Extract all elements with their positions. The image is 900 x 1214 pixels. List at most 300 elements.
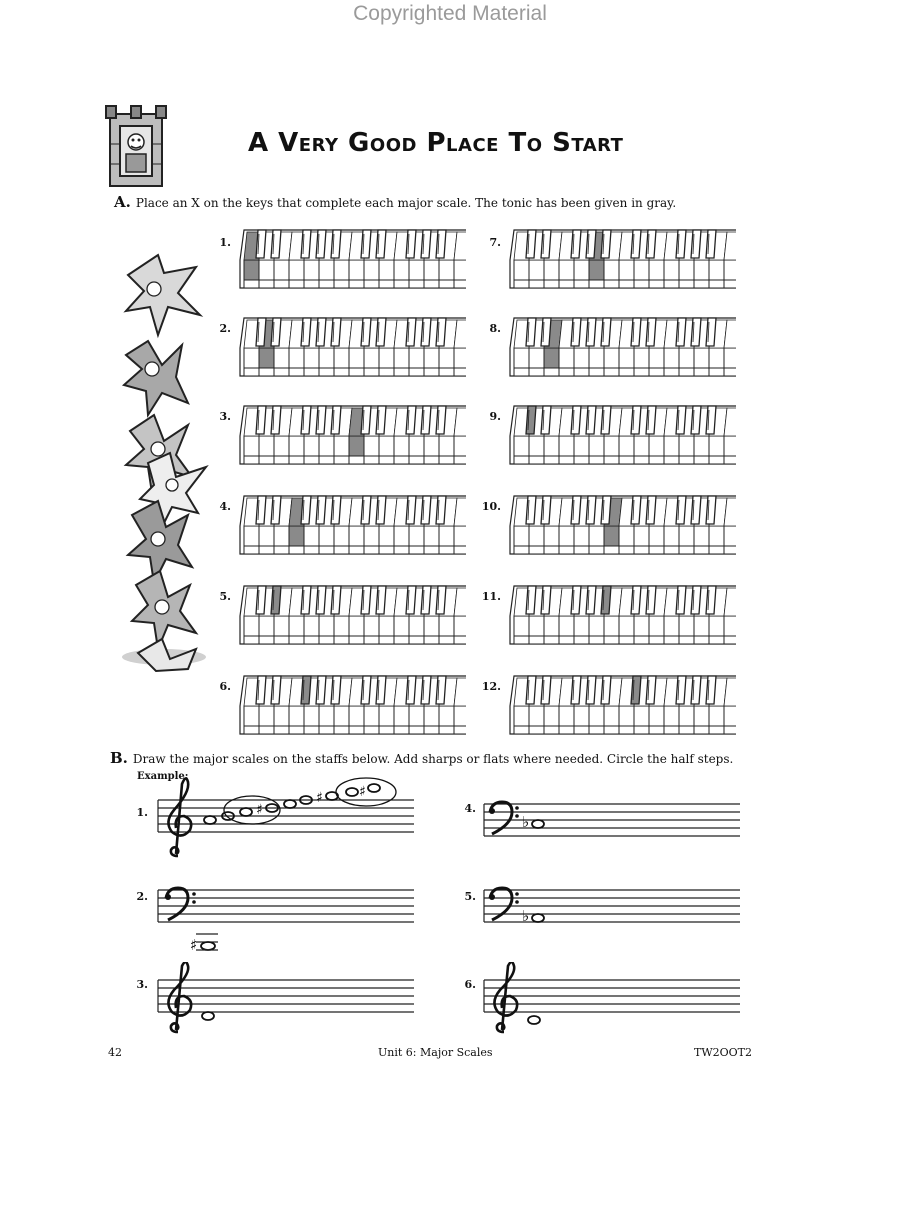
black-key [361,406,371,434]
black-key [526,318,536,346]
black-key [676,230,686,258]
keyboard-label-2: 2. [219,322,231,335]
black-key [571,318,581,346]
staff-3[interactable] [156,962,416,1034]
black-key [646,676,656,704]
white-key-front [664,726,679,734]
black-key [316,676,326,704]
white-key-front [619,456,634,464]
white-key-front [634,368,649,376]
black-key [376,230,386,258]
white-key-front [709,368,724,376]
white-key-front [454,726,466,734]
black-key [526,406,536,434]
white-key-front [244,726,259,734]
black-key [646,586,656,614]
black-key [256,586,266,614]
white-key-front [364,368,379,376]
black-key [376,676,386,704]
black-key [271,406,281,434]
white-key-front [574,280,589,288]
white-key-front [604,726,619,734]
white-key-front [454,368,466,376]
black-key [691,406,701,434]
white-key-front [379,368,394,376]
white-key-front [454,456,466,464]
black-key [601,406,611,434]
keyboard-12[interactable] [508,672,736,738]
black-key [376,496,386,524]
black-key [601,230,611,258]
white-key-front [349,546,364,554]
keyboard-9[interactable] [508,402,736,468]
white-key-front [529,368,544,376]
black-key [316,496,326,524]
white-key-front [274,280,289,288]
black-key [406,586,416,614]
white-key-front [409,456,424,464]
black-key [436,406,446,434]
staff-5[interactable] [482,878,742,938]
black-key [421,586,431,614]
white-key-front [274,456,289,464]
black-key [571,586,581,614]
black-key [256,406,266,434]
white-key-front [649,726,664,734]
keyboard-6[interactable] [238,672,466,738]
black-key [646,406,656,434]
black-key [706,586,716,614]
x-tower-illustration [118,245,210,675]
white-key-front [334,280,349,288]
white-key-front [259,456,274,464]
black-key [541,676,551,704]
black-key [586,406,596,434]
white-key-front [634,280,649,288]
white-key-front [304,636,319,644]
black-key [601,586,611,614]
white-key-front [379,546,394,554]
black-key [436,496,446,524]
white-key-front [694,456,709,464]
black-key [706,318,716,346]
white-key-front [634,546,649,554]
keyboard-label-12: 12. [481,680,501,693]
white-key-front [259,280,274,288]
keyboard-11[interactable] [508,582,736,648]
black-key [301,230,311,258]
black-key [586,496,596,524]
white-key-front [574,546,589,554]
black-key [376,318,386,346]
white-key-front [439,546,454,554]
black-key [646,318,656,346]
black-key [586,318,596,346]
staff-1[interactable] [156,770,416,866]
white-key-front [559,726,574,734]
white-key-front [589,280,604,288]
sharp-icon: ♯ [359,784,366,800]
white-key-front [679,546,694,554]
white-key-front [424,280,439,288]
sharp-icon: ♯ [316,790,323,806]
black-key [631,318,641,346]
keyboard-4[interactable] [238,492,466,558]
black-key [571,676,581,704]
white-key-front [409,726,424,734]
white-key-front [679,456,694,464]
black-key [361,496,371,524]
black-key [676,318,686,346]
staff-label-4: 4. [464,802,476,815]
white-key-front [439,368,454,376]
white-key-front [259,368,274,376]
staff-label-6: 6. [464,978,476,991]
black-key [526,586,536,614]
white-key-front [304,546,319,554]
black-key [301,586,311,614]
white-key-front [679,636,694,644]
sharp-icon: ♯ [256,802,263,818]
black-key [601,496,611,524]
black-key [526,230,536,258]
white-key-front [364,456,379,464]
keyboard-label-6: 6. [219,680,231,693]
black-key [631,586,641,614]
white-key-front [619,280,634,288]
white-key-front [544,546,559,554]
white-key-front [514,280,529,288]
section-a-instruction [114,195,676,210]
keyboard-5[interactable] [238,582,466,648]
white-key-front [439,456,454,464]
black-key [586,586,596,614]
white-key-front [424,726,439,734]
white-key-front [394,280,409,288]
black-key [376,406,386,434]
white-key-front [664,636,679,644]
black-key [586,676,596,704]
white-key-front [454,280,466,288]
white-key-front [724,368,736,376]
copyright-watermark: Copyrighted Material [353,2,547,25]
white-key-front [409,636,424,644]
footer-unit: Unit 6: Major Scales [378,1046,493,1059]
black-key [271,676,281,704]
white-key-front [349,726,364,734]
white-key-front [349,280,364,288]
treble-clef-icon [168,778,191,856]
white-key-front [349,368,364,376]
black-key [526,676,536,704]
white-key-front [304,456,319,464]
white-key-front [304,368,319,376]
black-key [631,496,641,524]
white-key-front [544,456,559,464]
black-key [361,586,371,614]
black-key [691,230,701,258]
white-key-front [664,456,679,464]
bass-clef-icon [490,888,512,920]
white-key-front [589,368,604,376]
white-key-front [529,636,544,644]
black-key [331,496,341,524]
white-key-front [604,280,619,288]
black-key [676,496,686,524]
white-key-front [394,726,409,734]
white-key-front [679,726,694,734]
white-key-front [604,456,619,464]
white-key-front [559,456,574,464]
flat-icon: ♭ [522,907,530,925]
black-key [601,676,611,704]
keyboard-8[interactable] [508,314,736,380]
black-key [676,406,686,434]
black-key [436,318,446,346]
section-a-text: Place an X on the keys that complete each major scale. The tonic has been given in gray. [135,196,677,210]
white-key-front [244,368,259,376]
white-key-front [424,368,439,376]
white-key-front [334,726,349,734]
section-b-letter: B. [110,749,128,767]
white-key-front [439,280,454,288]
white-key-front [409,546,424,554]
white-key-front [559,368,574,376]
sharp-icon: ♯ [190,936,198,954]
black-key [541,586,551,614]
black-key [631,676,641,704]
white-key-front [649,368,664,376]
staff-4[interactable] [482,790,742,850]
white-key-front [724,280,736,288]
white-key-front [544,636,559,644]
example-label: Example: [137,771,189,782]
white-key-front [334,368,349,376]
black-key [271,586,281,614]
white-key-front [289,456,304,464]
white-key-front [694,280,709,288]
black-key [706,496,716,524]
white-key-front [259,636,274,644]
white-key-front [349,456,364,464]
white-key-front [319,546,334,554]
white-key-front [349,636,364,644]
black-key [526,496,536,524]
black-key [436,676,446,704]
white-key-front [664,368,679,376]
keyboard-label-4: 4. [219,500,231,513]
treble-clef-icon [168,962,191,1032]
black-key [541,230,551,258]
black-key [706,230,716,258]
keyboard-1[interactable] [238,226,466,292]
white-key-front [604,368,619,376]
white-key-front [529,456,544,464]
white-key-front [559,280,574,288]
white-key-front [529,726,544,734]
black-key [406,406,416,434]
black-key [331,586,341,614]
black-key [706,406,716,434]
black-key [331,230,341,258]
white-key-front [274,546,289,554]
keyboard-3[interactable] [238,402,466,468]
black-key [361,676,371,704]
white-key-front [274,726,289,734]
white-key-front [409,368,424,376]
white-key-front [709,726,724,734]
white-key-front [454,546,466,554]
black-key [256,230,266,258]
white-key-front [319,636,334,644]
white-key-front [529,280,544,288]
staff-6[interactable] [482,962,742,1034]
white-key-front [514,368,529,376]
white-key-front [709,456,724,464]
white-key-front [619,368,634,376]
white-key-front [304,280,319,288]
white-key-front [424,546,439,554]
white-key-front [514,726,529,734]
black-key [406,318,416,346]
keyboard-label-1: 1. [219,236,231,249]
white-key-front [319,368,334,376]
black-key [676,586,686,614]
white-key-front [394,368,409,376]
white-key-front [649,636,664,644]
white-key-front [649,456,664,464]
white-key-front [274,636,289,644]
black-key [436,230,446,258]
black-key [631,406,641,434]
black-key [316,586,326,614]
white-key-front [379,636,394,644]
white-key-front [559,636,574,644]
black-key [331,318,341,346]
white-key-front [394,546,409,554]
black-key [421,406,431,434]
white-key-front [289,280,304,288]
white-key-front [694,368,709,376]
white-key-front [574,368,589,376]
white-key-front [244,636,259,644]
white-key-front [544,368,559,376]
white-key-front [649,546,664,554]
white-key-front [244,546,259,554]
white-key-front [664,280,679,288]
black-key [691,586,701,614]
black-key [676,676,686,704]
flat-icon: ♭ [522,813,530,831]
white-key-front [604,546,619,554]
white-key-front [709,280,724,288]
black-key [691,496,701,524]
staff-label-1: 1. [136,806,148,819]
white-key-front [259,726,274,734]
black-key [301,406,311,434]
black-key [301,676,311,704]
black-key [571,230,581,258]
bass-clef-icon [166,888,188,920]
white-key-front [334,546,349,554]
staff-label-3: 3. [136,978,148,991]
black-key [361,318,371,346]
white-key-front [634,636,649,644]
page-title: A Very Good Place To Start [248,128,624,158]
black-key [436,586,446,614]
white-key-front [694,726,709,734]
keyboard-7[interactable] [508,226,736,292]
white-key-front [619,726,634,734]
white-key-front [364,280,379,288]
black-key [406,676,416,704]
white-key-front [244,280,259,288]
black-key [406,496,416,524]
staff-2[interactable] [156,870,416,956]
black-key [271,318,281,346]
black-key [256,676,266,704]
white-key-front [679,368,694,376]
black-key [316,406,326,434]
page-number: 42 [108,1046,122,1059]
white-key-front [289,726,304,734]
white-key-front [244,456,259,464]
white-key-front [274,368,289,376]
white-key-front [634,456,649,464]
white-key-front [724,456,736,464]
white-key-front [439,726,454,734]
keyboard-2[interactable] [238,314,466,380]
keyboard-label-7: 7. [489,236,501,249]
white-key-front [589,636,604,644]
keyboard-label-10: 10. [481,500,501,513]
black-key [646,230,656,258]
white-key-front [634,726,649,734]
keyboard-label-3: 3. [219,410,231,423]
black-key [541,318,551,346]
white-key-front [364,636,379,644]
black-key [301,496,311,524]
white-key-front [334,456,349,464]
black-key [601,318,611,346]
black-key [271,230,281,258]
white-key-front [259,546,274,554]
white-key-front [424,456,439,464]
black-key [331,676,341,704]
white-key-front [364,726,379,734]
keyboard-10[interactable] [508,492,736,558]
white-key-front [514,636,529,644]
white-key-front [574,726,589,734]
white-key-front [724,636,736,644]
keyboard-label-8: 8. [489,322,501,335]
white-key-front [589,546,604,554]
white-key-front [379,456,394,464]
black-key [571,496,581,524]
black-key [421,318,431,346]
black-key [421,676,431,704]
black-key [361,230,371,258]
black-key [421,230,431,258]
black-key [376,586,386,614]
white-key-front [394,636,409,644]
white-key-front [604,636,619,644]
white-key-front [289,368,304,376]
treble-clef-icon [494,962,517,1032]
white-key-front [574,636,589,644]
white-key-front [514,546,529,554]
black-key [691,676,701,704]
